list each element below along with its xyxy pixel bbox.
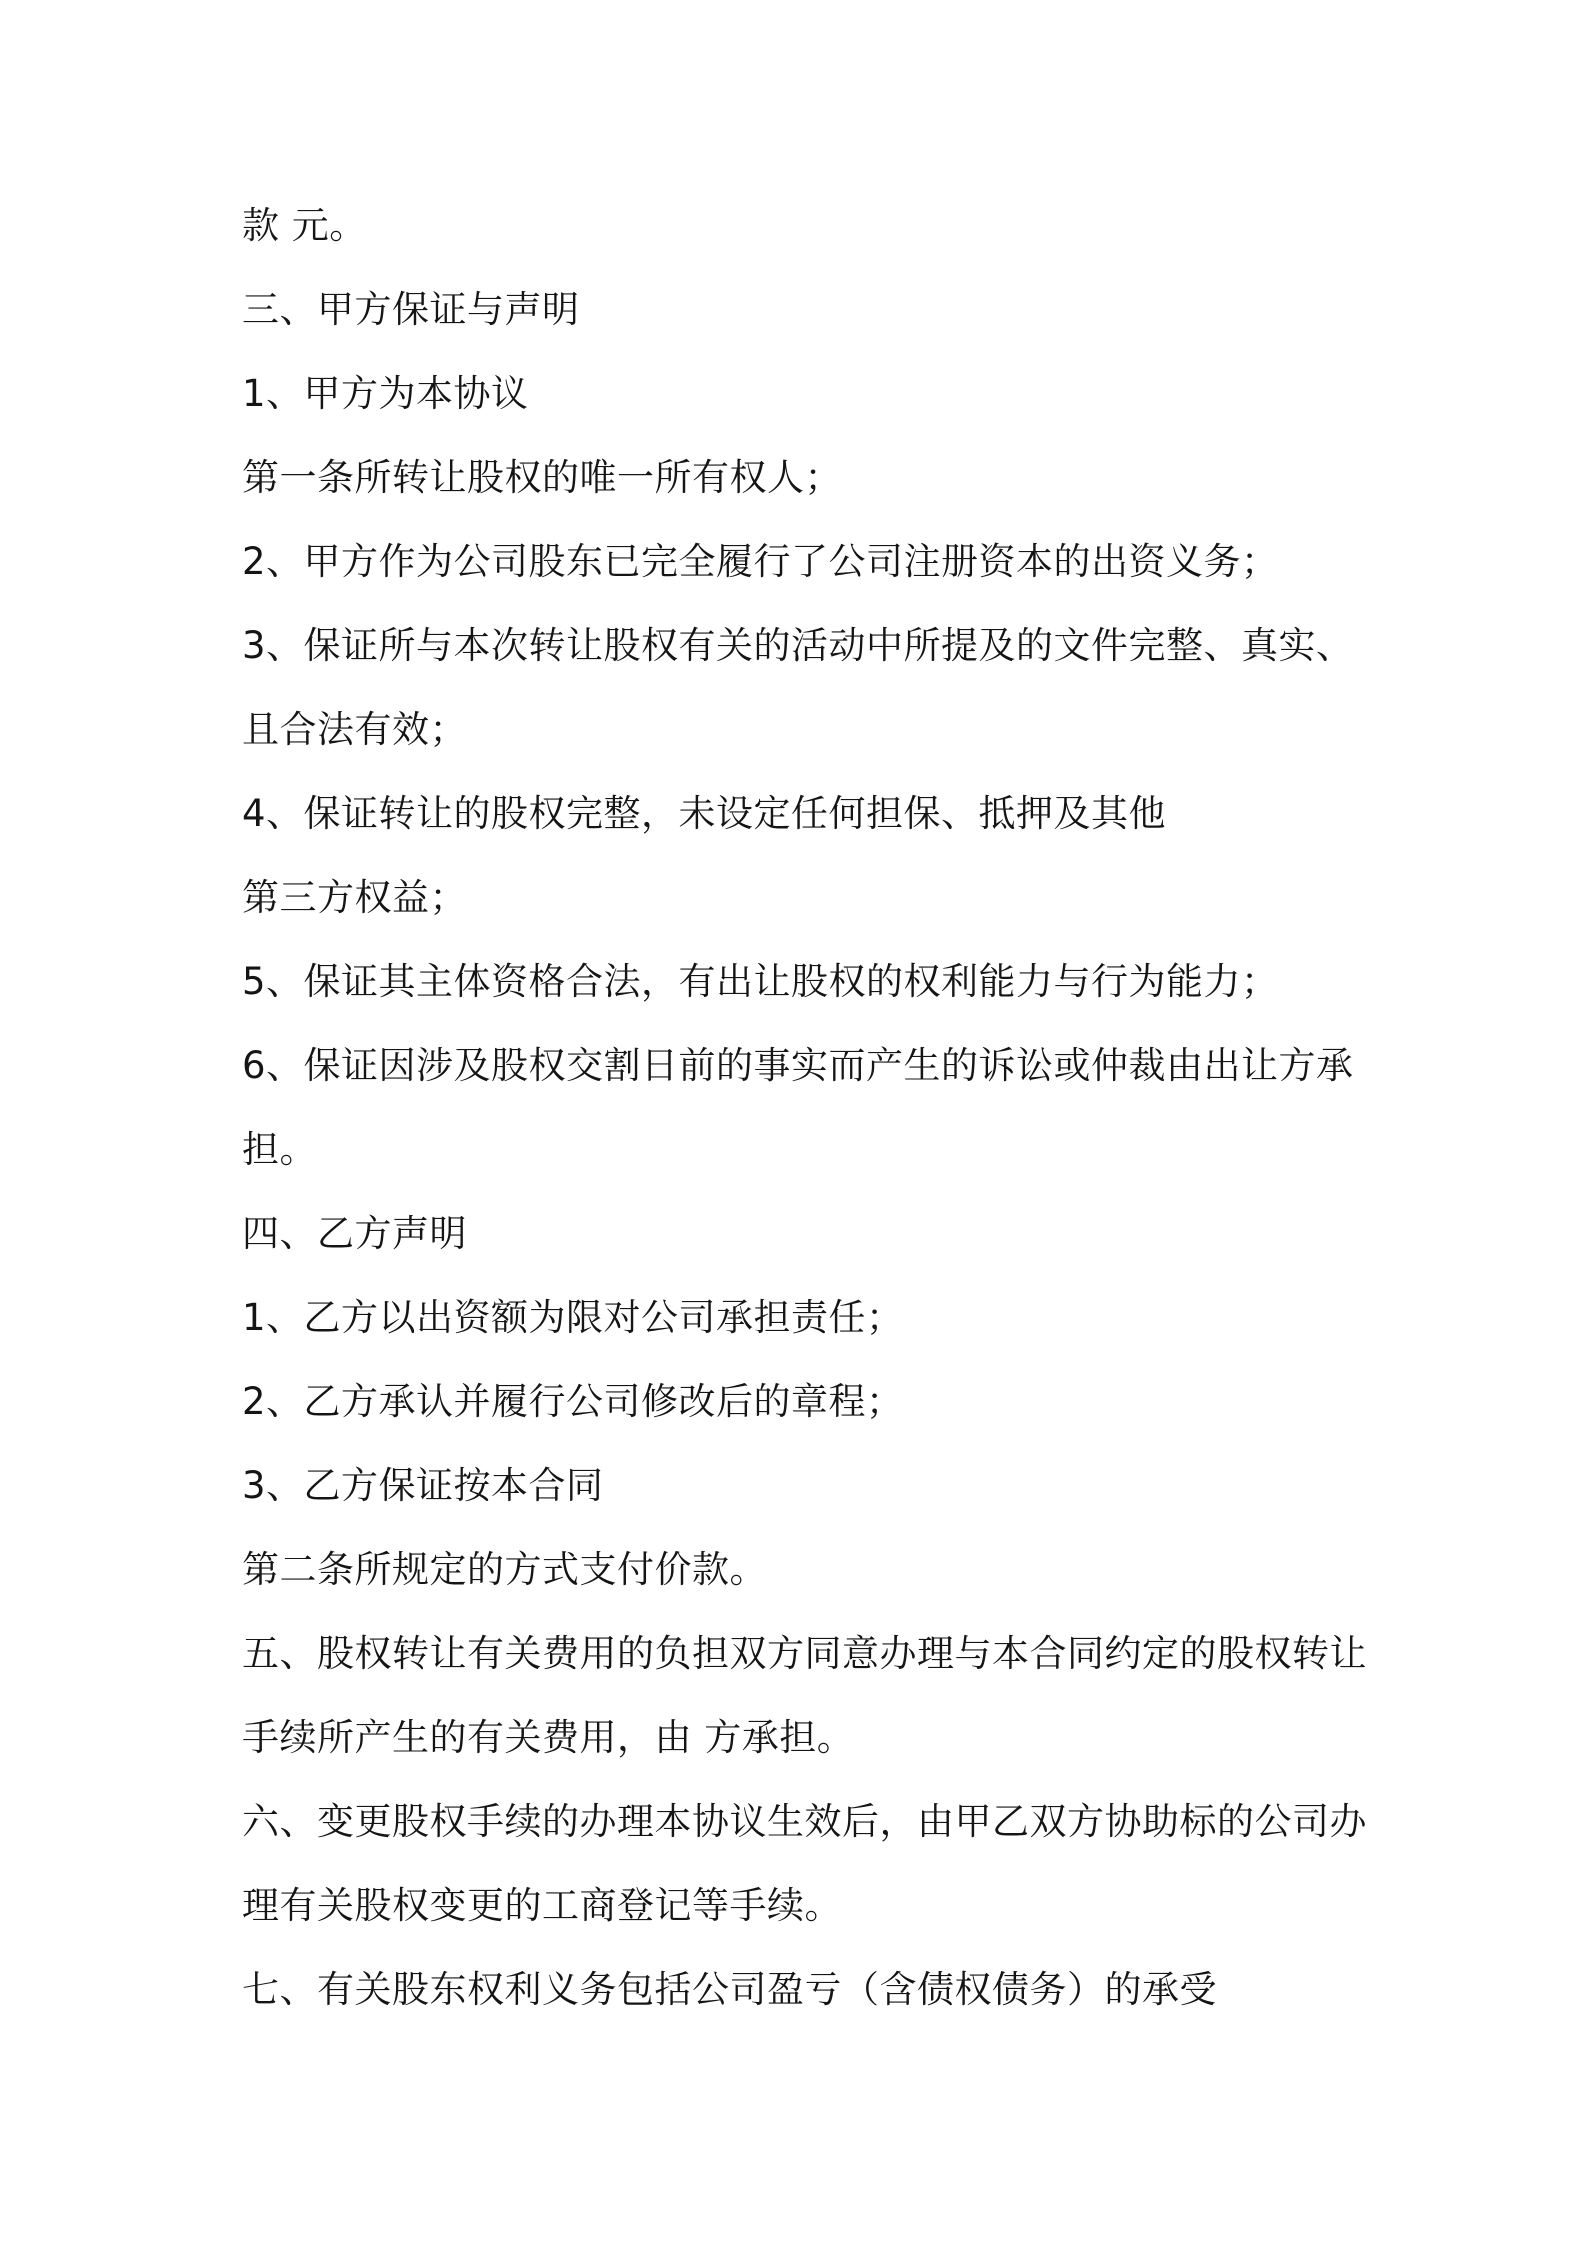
clause-item: 1、甲方为本协议 [242,372,529,415]
paragraph-line: 手续所产生的有关费用，由 方承担。 [242,1716,855,1759]
paragraph-line: 担。 [242,1128,317,1171]
clause-item: 3、乙方保证按本合同 [242,1464,604,1507]
clause-item: 2、甲方作为公司股东已完全履行了公司注册资本的出资义务； [242,540,1279,583]
section-heading-3: 三、甲方保证与声明 [242,288,580,331]
paragraph-line: 理有关股权变更的工商登记等手续。 [242,1884,842,1927]
clause-item: 1、乙方以出资额为限对公司承担责任； [242,1296,904,1339]
clause-item: 6、保证因涉及股权交割日前的事实而产生的诉讼或仲裁由出让方承 [242,1044,1354,1087]
section-heading-5: 五、股权转让有关费用的负担双方同意办理与本合同约定的股权转让 [242,1632,1367,1675]
clause-item: 2、乙方承认并履行公司修改后的章程； [242,1380,904,1423]
clause-item: 5、保证其主体资格合法，有出让股权的权利能力与行为能力； [242,960,1279,1003]
paragraph-line: 第三方权益； [242,876,467,919]
section-heading-6: 六、变更股权手续的办理本协议生效后，由甲乙双方协助标的公司办 [242,1800,1367,1843]
section-heading-4: 四、乙方声明 [242,1212,467,1255]
paragraph-line: 且合法有效； [242,708,467,751]
clause-item: 4、保证转让的股权完整，未设定任何担保、抵押及其他 [242,792,1167,835]
document-body [242,184,1542,2032]
paragraph-line: 第一条所转让股权的唯一所有权人； [242,456,842,499]
paragraph-line: 款 元。 [242,204,367,247]
paragraph-line: 第二条所规定的方式支付价款。 [242,1548,767,1591]
section-heading-7: 七、有关股东权利义务包括公司盈亏（含债权债务）的承受 [242,1968,1217,2011]
clause-item: 3、保证所与本次转让股权有关的活动中所提及的文件完整、真实、 [242,624,1354,667]
